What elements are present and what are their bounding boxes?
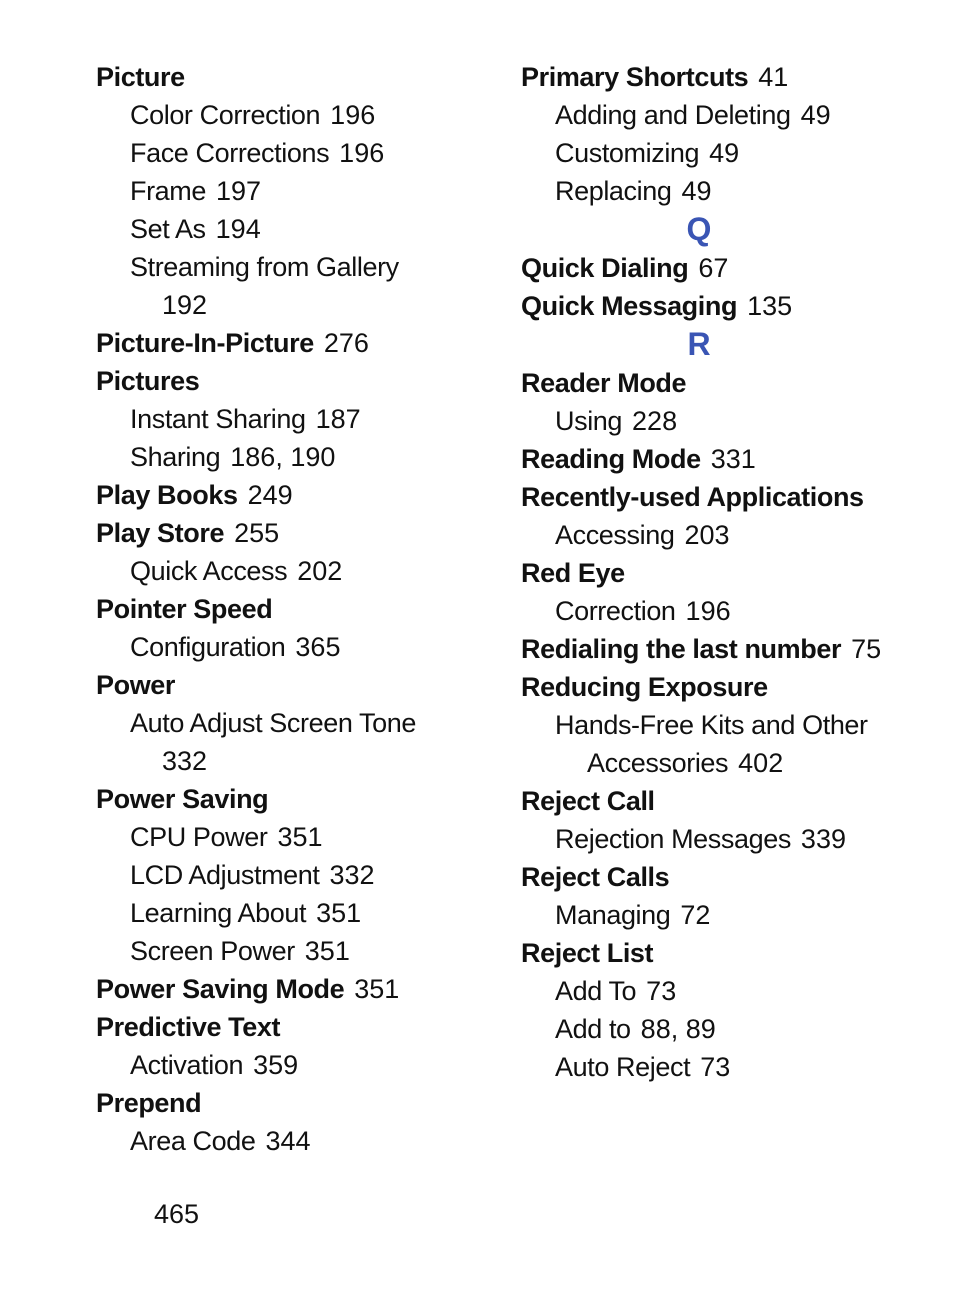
- index-pages: 49: [709, 138, 740, 168]
- index-term: Power Saving Mode: [96, 974, 345, 1004]
- index-term: Recently-used Applications: [521, 482, 864, 512]
- index-subentry: [96, 134, 496, 172]
- index-entry: [521, 630, 941, 668]
- section-letter: Q: [686, 211, 712, 247]
- index-term: Power: [96, 670, 176, 700]
- index-entry: [521, 287, 941, 325]
- index-pages: 135: [747, 291, 793, 321]
- index-entry: [521, 58, 941, 96]
- index-term: Streaming from Gallery: [130, 252, 399, 282]
- index-term: Pictures: [96, 366, 200, 396]
- index-term: Reject Calls: [521, 862, 670, 892]
- index-pages: 196: [685, 596, 731, 626]
- index-pages: 202: [297, 556, 343, 586]
- index-term: Reducing Exposure: [521, 672, 768, 702]
- index-entry: [96, 362, 496, 400]
- index-term: Quick Access: [130, 556, 288, 586]
- index-subentry: [96, 742, 496, 780]
- index-subentry: [521, 402, 941, 440]
- index-term: Reading Mode: [521, 444, 701, 474]
- index-term: Activation: [130, 1050, 244, 1080]
- index-entry: [96, 1008, 496, 1046]
- index-subentry: [96, 96, 496, 134]
- index-term: Red Eye: [521, 558, 625, 588]
- index-entry: [96, 666, 496, 704]
- index-pages: 249: [247, 480, 293, 510]
- index-subentry: [521, 96, 941, 134]
- index-column-left: [96, 58, 496, 1160]
- index-term: Rejection Messages: [555, 824, 791, 854]
- index-term: Pointer Speed: [96, 594, 273, 624]
- index-entry: [96, 514, 496, 552]
- index-pages: 332: [162, 746, 208, 776]
- index-term: Replacing: [555, 176, 672, 206]
- index-subentry: [521, 172, 941, 210]
- index-pages: 41: [758, 62, 789, 92]
- index-term: LCD Adjustment: [130, 860, 320, 890]
- index-subentry: [96, 248, 496, 286]
- index-subentry: [96, 856, 496, 894]
- index-subentry: [96, 552, 496, 590]
- index-subentry: [96, 172, 496, 210]
- index-term: Picture-In-Picture: [96, 328, 314, 358]
- index-pages: 351: [277, 822, 323, 852]
- index-subentry: [521, 896, 941, 934]
- index-term: Auto Adjust Screen Tone: [130, 708, 417, 738]
- index-term: Set As: [130, 214, 206, 244]
- section-letter: R: [687, 326, 711, 362]
- index-entry: [521, 364, 941, 402]
- index-pages: 365: [295, 632, 341, 662]
- index-column-right: [521, 58, 941, 1086]
- index-term: Configuration: [130, 632, 286, 662]
- index-subentry: [521, 1010, 941, 1048]
- index-subentry: [96, 1122, 496, 1160]
- index-term: Predictive Text: [96, 1012, 281, 1042]
- index-pages: 72: [680, 900, 711, 930]
- index-term: Reject List: [521, 938, 654, 968]
- index-subentry: [521, 134, 941, 172]
- index-pages: 194: [215, 214, 261, 244]
- index-term: Power Saving: [96, 784, 269, 814]
- index-term: Play Books: [96, 480, 238, 510]
- index-pages: 339: [800, 824, 846, 854]
- index-pages: 255: [234, 518, 280, 548]
- index-pages: 276: [323, 328, 369, 358]
- index-term: Auto Reject: [555, 1052, 691, 1082]
- index-subentry: [96, 704, 496, 742]
- index-term: Redialing the last number: [521, 634, 842, 664]
- index-entry: [521, 249, 941, 287]
- index-subentry: [96, 628, 496, 666]
- index-entry: [521, 858, 941, 896]
- index-term: Sharing: [130, 442, 221, 472]
- index-term: Play Store: [96, 518, 225, 548]
- index-term: Face Corrections: [130, 138, 330, 168]
- index-subentry: [521, 592, 941, 630]
- index-pages: 196: [339, 138, 385, 168]
- index-entry: [96, 58, 496, 96]
- index-term: Frame: [130, 176, 207, 206]
- index-pages: 331: [710, 444, 756, 474]
- index-subentry: [521, 1048, 941, 1086]
- index-pages: 332: [329, 860, 375, 890]
- index-term: Primary Shortcuts: [521, 62, 749, 92]
- index-subentry: [96, 818, 496, 856]
- page-number: 465: [154, 1199, 200, 1229]
- index-subentry: [521, 820, 941, 858]
- index-pages: 88, 89: [640, 1014, 716, 1044]
- index-entry: [521, 554, 941, 592]
- index-term: Accessing: [555, 520, 675, 550]
- index-pages: 196: [330, 100, 376, 130]
- index-pages: 351: [304, 936, 350, 966]
- index-entry: [521, 478, 941, 516]
- index-subentry: [96, 932, 496, 970]
- index-term: Picture: [96, 62, 185, 92]
- index-term: Hands-Free Kits and Other: [555, 710, 868, 740]
- index-pages: 192: [162, 290, 208, 320]
- index-subentry: [521, 972, 941, 1010]
- index-term: Reject Call: [521, 786, 655, 816]
- index-subentry: [96, 400, 496, 438]
- index-term: Screen Power: [130, 936, 295, 966]
- index-pages: 351: [354, 974, 400, 1004]
- index-term: Area Code: [130, 1126, 256, 1156]
- index-subentry: [96, 438, 496, 476]
- index-term: Add To: [555, 976, 637, 1006]
- index-entry: [521, 934, 941, 972]
- index-subentry: [521, 744, 941, 782]
- index-entry: [96, 780, 496, 818]
- index-pages: 344: [265, 1126, 311, 1156]
- index-pages: 203: [684, 520, 730, 550]
- index-pages: 228: [632, 406, 678, 436]
- index-entry: [521, 782, 941, 820]
- index-term: Using: [555, 406, 623, 436]
- index-term: Add to: [555, 1014, 631, 1044]
- index-subentry: [96, 286, 496, 324]
- index-entry: [96, 590, 496, 628]
- index-term: Instant Sharing: [130, 404, 306, 434]
- index-term: Accessories: [587, 748, 729, 778]
- index-pages: 67: [698, 253, 729, 283]
- index-term: Customizing: [555, 138, 700, 168]
- index-entry: [96, 324, 496, 362]
- index-entry: [96, 970, 496, 1008]
- index-pages: 73: [646, 976, 677, 1006]
- index-pages: 351: [316, 898, 362, 928]
- index-pages: 186, 190: [230, 442, 336, 472]
- index-pages: 49: [800, 100, 831, 130]
- index-entry: [96, 476, 496, 514]
- index-entry: [521, 668, 941, 706]
- index-pages: 402: [738, 748, 784, 778]
- index-term: Managing: [555, 900, 671, 930]
- index-term: Color Correction: [130, 100, 321, 130]
- index-subentry: [96, 1046, 496, 1084]
- index-term: Correction: [555, 596, 676, 626]
- index-term: Learning About: [130, 898, 307, 928]
- index-pages: 49: [681, 176, 712, 206]
- index-term: Reader Mode: [521, 368, 687, 398]
- index-pages: 197: [216, 176, 262, 206]
- index-entry: [521, 440, 941, 478]
- index-term: Quick Dialing: [521, 253, 689, 283]
- index-subentry: [96, 894, 496, 932]
- index-subentry: [521, 516, 941, 554]
- index-pages: 75: [851, 634, 882, 664]
- index-term: Adding and Deleting: [555, 100, 791, 130]
- index-term: Quick Messaging: [521, 291, 738, 321]
- index-term: CPU Power: [130, 822, 268, 852]
- index-entry: [96, 1084, 496, 1122]
- index-subentry: [96, 210, 496, 248]
- index-pages: 187: [315, 404, 361, 434]
- index-term: Prepend: [96, 1088, 202, 1118]
- index-pages: 359: [253, 1050, 299, 1080]
- index-pages: 73: [700, 1052, 731, 1082]
- index-subentry: [521, 706, 941, 744]
